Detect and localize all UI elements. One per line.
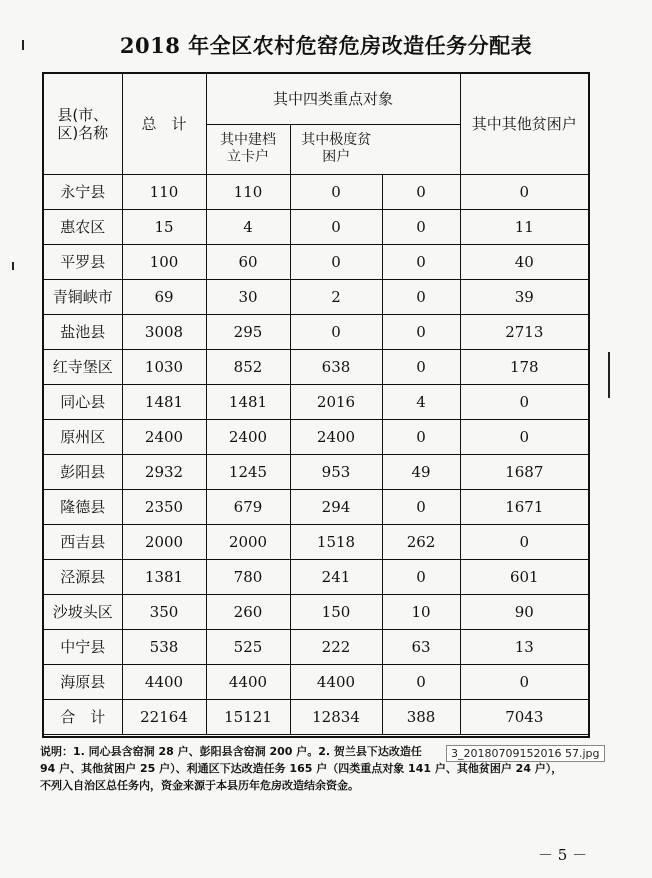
page-number: － 5 － (538, 846, 588, 864)
cell-extreme: 0 (382, 559, 460, 594)
cell-four-class: 679 (206, 489, 290, 524)
cell-extreme: 0 (382, 279, 460, 314)
header-four-class: 其中四类重点对象 (206, 74, 460, 124)
scan-edge-mark (608, 352, 610, 398)
header-registered: 其中建档立卡户 (206, 124, 290, 174)
cell-registered: 2 (290, 279, 382, 314)
cell-registered: 0 (290, 174, 382, 209)
cell-four-class: 1481 (206, 384, 290, 419)
cell-other: 39 (460, 279, 588, 314)
cell-extreme: 0 (382, 174, 460, 209)
table-row (44, 279, 588, 314)
cell-extreme: 0 (382, 314, 460, 349)
cell-total: 15 (122, 209, 206, 244)
header-county: 县(市、区)名称 (44, 74, 122, 174)
cell-four-class: 2400 (206, 419, 290, 454)
cell-registered: 0 (290, 209, 382, 244)
cell-total: 538 (122, 629, 206, 664)
county-name: 海原县 (44, 664, 122, 699)
total-cell-registered: 12834 (290, 699, 382, 734)
footnote-line-3: 不列入自治区总任务内，资金来源于本县历年危房改造结余资金。 (40, 779, 359, 792)
county-name: 同心县 (44, 384, 122, 419)
cell-four-class: 525 (206, 629, 290, 664)
cell-total: 4400 (122, 664, 206, 699)
cell-four-class: 260 (206, 594, 290, 629)
table-row (44, 524, 588, 559)
cell-extreme: 0 (382, 489, 460, 524)
scan-edge-mark (22, 40, 24, 50)
cell-extreme: 4 (382, 384, 460, 419)
table-row (44, 559, 588, 594)
cell-total: 1381 (122, 559, 206, 594)
cell-total: 100 (122, 244, 206, 279)
county-name: 青铜峡市 (44, 279, 122, 314)
table-row (44, 419, 588, 454)
county-name: 红寺堡区 (44, 349, 122, 384)
county-name: 沙坡头区 (44, 594, 122, 629)
cell-other: 0 (460, 524, 588, 559)
total-row (44, 699, 588, 734)
cell-registered: 4400 (290, 664, 382, 699)
county-name: 西吉县 (44, 524, 122, 559)
allocation-table-frame (42, 72, 590, 738)
cell-registered: 222 (290, 629, 382, 664)
cell-registered: 294 (290, 489, 382, 524)
table-row (44, 384, 588, 419)
county-name: 盐池县 (44, 314, 122, 349)
cell-total: 2932 (122, 454, 206, 489)
cell-other: 90 (460, 594, 588, 629)
county-name: 原州区 (44, 419, 122, 454)
header-total: 总 计 (122, 74, 206, 174)
cell-registered: 0 (290, 314, 382, 349)
cell-registered: 150 (290, 594, 382, 629)
county-name: 永宁县 (44, 174, 122, 209)
cell-total: 2000 (122, 524, 206, 559)
header-other-poor: 其中其他贫困户 (460, 74, 588, 174)
cell-total: 2350 (122, 489, 206, 524)
file-name-tag: 3_20180709152016 57.jpg (446, 745, 605, 762)
cell-other: 40 (460, 244, 588, 279)
cell-other: 0 (460, 174, 588, 209)
table-row (44, 244, 588, 279)
county-name: 泾源县 (44, 559, 122, 594)
cell-other: 601 (460, 559, 588, 594)
cell-four-class: 60 (206, 244, 290, 279)
table-row (44, 664, 588, 699)
cell-extreme: 262 (382, 524, 460, 559)
table-row (44, 594, 588, 629)
header-extreme-poor: 其中极度贫困户 (290, 124, 382, 174)
table-row (44, 349, 588, 384)
cell-other: 0 (460, 384, 588, 419)
cell-four-class: 30 (206, 279, 290, 314)
allocation-table (44, 74, 588, 735)
table-row (44, 174, 588, 209)
cell-registered: 638 (290, 349, 382, 384)
cell-total: 1030 (122, 349, 206, 384)
cell-extreme: 0 (382, 349, 460, 384)
cell-extreme: 49 (382, 454, 460, 489)
footnote-line-2: 94 户、其他贫困户 25 户）、利通区下达改造任务 165 户（四类重点对象 141 户、其他贫困户 24 户）， (40, 762, 563, 775)
cell-four-class: 295 (206, 314, 290, 349)
county-name: 彭阳县 (44, 454, 122, 489)
cell-other: 0 (460, 664, 588, 699)
cell-extreme: 0 (382, 244, 460, 279)
table-row (44, 209, 588, 244)
cell-registered: 0 (290, 244, 382, 279)
cell-other: 11 (460, 209, 588, 244)
cell-four-class: 780 (206, 559, 290, 594)
total-cell-total: 22164 (122, 699, 206, 734)
cell-four-class: 852 (206, 349, 290, 384)
table-row (44, 489, 588, 524)
cell-total: 350 (122, 594, 206, 629)
total-cell-four-class: 15121 (206, 699, 290, 734)
table-row (44, 314, 588, 349)
cell-registered: 2400 (290, 419, 382, 454)
cell-four-class: 4 (206, 209, 290, 244)
cell-registered: 1518 (290, 524, 382, 559)
county-name: 惠农区 (44, 209, 122, 244)
cell-extreme: 0 (382, 209, 460, 244)
total-label: 合 计 (44, 699, 122, 734)
cell-extreme: 63 (382, 629, 460, 664)
cell-registered: 953 (290, 454, 382, 489)
cell-total: 1481 (122, 384, 206, 419)
cell-other: 2713 (460, 314, 588, 349)
cell-four-class: 4400 (206, 664, 290, 699)
cell-extreme: 0 (382, 664, 460, 699)
cell-registered: 241 (290, 559, 382, 594)
cell-other: 0 (460, 419, 588, 454)
page-title: 2018 年全区农村危窑危房改造任务分配表 (119, 33, 533, 58)
cell-other: 1687 (460, 454, 588, 489)
county-name: 平罗县 (44, 244, 122, 279)
cell-total: 110 (122, 174, 206, 209)
cell-four-class: 110 (206, 174, 290, 209)
cell-other: 178 (460, 349, 588, 384)
county-name: 隆德县 (44, 489, 122, 524)
total-cell-extreme: 388 (382, 699, 460, 734)
cell-total: 3008 (122, 314, 206, 349)
footnote-line-1: 说明：1. 同心县含窑洞 28 户、彭阳县含窑洞 200 户。2. 贺兰县下达改造任 (40, 745, 422, 758)
total-cell-other: 7043 (460, 699, 588, 734)
cell-other: 1671 (460, 489, 588, 524)
table-row (44, 629, 588, 664)
cell-four-class: 2000 (206, 524, 290, 559)
table-row (44, 454, 588, 489)
cell-other: 13 (460, 629, 588, 664)
county-name: 中宁县 (44, 629, 122, 664)
cell-registered: 2016 (290, 384, 382, 419)
scan-edge-mark (12, 262, 14, 270)
cell-extreme: 10 (382, 594, 460, 629)
cell-four-class: 1245 (206, 454, 290, 489)
cell-extreme: 0 (382, 419, 460, 454)
cell-total: 2400 (122, 419, 206, 454)
cell-total: 69 (122, 279, 206, 314)
